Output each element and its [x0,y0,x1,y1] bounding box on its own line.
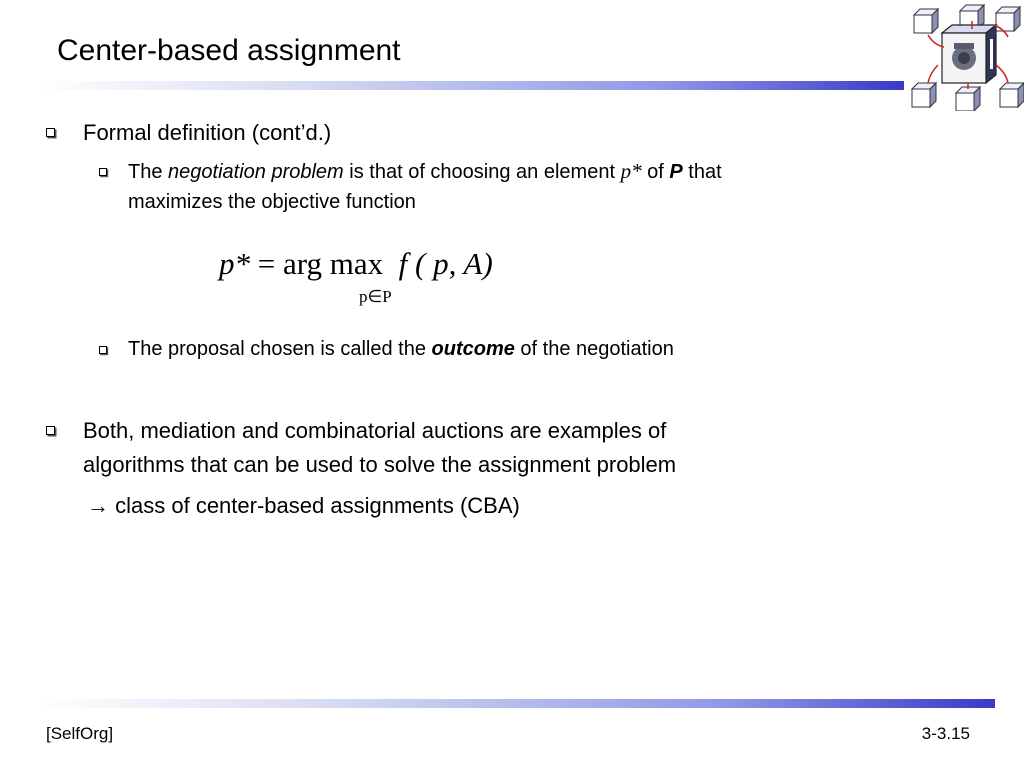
self-organization-cubes-logo-icon [908,3,1024,111]
outcome-term: outcome [431,338,515,360]
footer-divider [36,699,995,708]
sub-bullet-line2: maximizes the objective function [128,191,416,213]
sub1-text-before: The [128,161,169,183]
right-arrow-icon: → [87,493,109,518]
square-bullet-icon [46,128,55,137]
cba-conclusion: class of center-based assignments (CBA) [115,493,520,518]
square-bullet-icon [99,346,107,354]
footer-course-tag: [SelfOrg] [46,724,114,743]
sub2-text-before: The proposal chosen is called the [128,338,432,360]
formula-lhs: p* [219,246,250,281]
title-divider [36,81,904,90]
bullet-mediation-line2: algorithms that can be used to solve the assignment problem [83,452,677,477]
objective-formula [219,246,493,282]
formula-argmax: arg max [282,246,384,281]
sub1-text-of: of [641,161,670,183]
square-bullet-icon [99,168,107,176]
square-bullet-icon [46,426,55,435]
footer-slide-number: 3-3.15 [921,724,970,743]
bullet-mediation-line1: Both, mediation and combinatorial auctions are examples of [83,418,667,443]
formula-args: ( p, A) [415,246,493,281]
slide-title: Center-based assignment [57,34,401,67]
inline-math-pstar: p* [620,159,642,183]
sub-bullet-outcome [128,334,674,365]
sub1-text-middle: is that of choosing an element [343,161,621,183]
sub-bullet-negotiation-problem [128,156,722,188]
formula-subscript: p∈P [359,287,392,306]
set-P-symbol: P [669,161,683,183]
formula-equals: = [257,246,276,281]
sub2-text-after: of the negotiation [514,338,674,360]
bullet-mediation-line3 [87,489,520,523]
negotiation-problem-term: negotiation problem [168,161,344,183]
bullet-formal-definition: Formal definition (cont’d.) [83,120,332,145]
formula-f: f [398,246,408,281]
sub1-text-after: that [682,161,722,183]
